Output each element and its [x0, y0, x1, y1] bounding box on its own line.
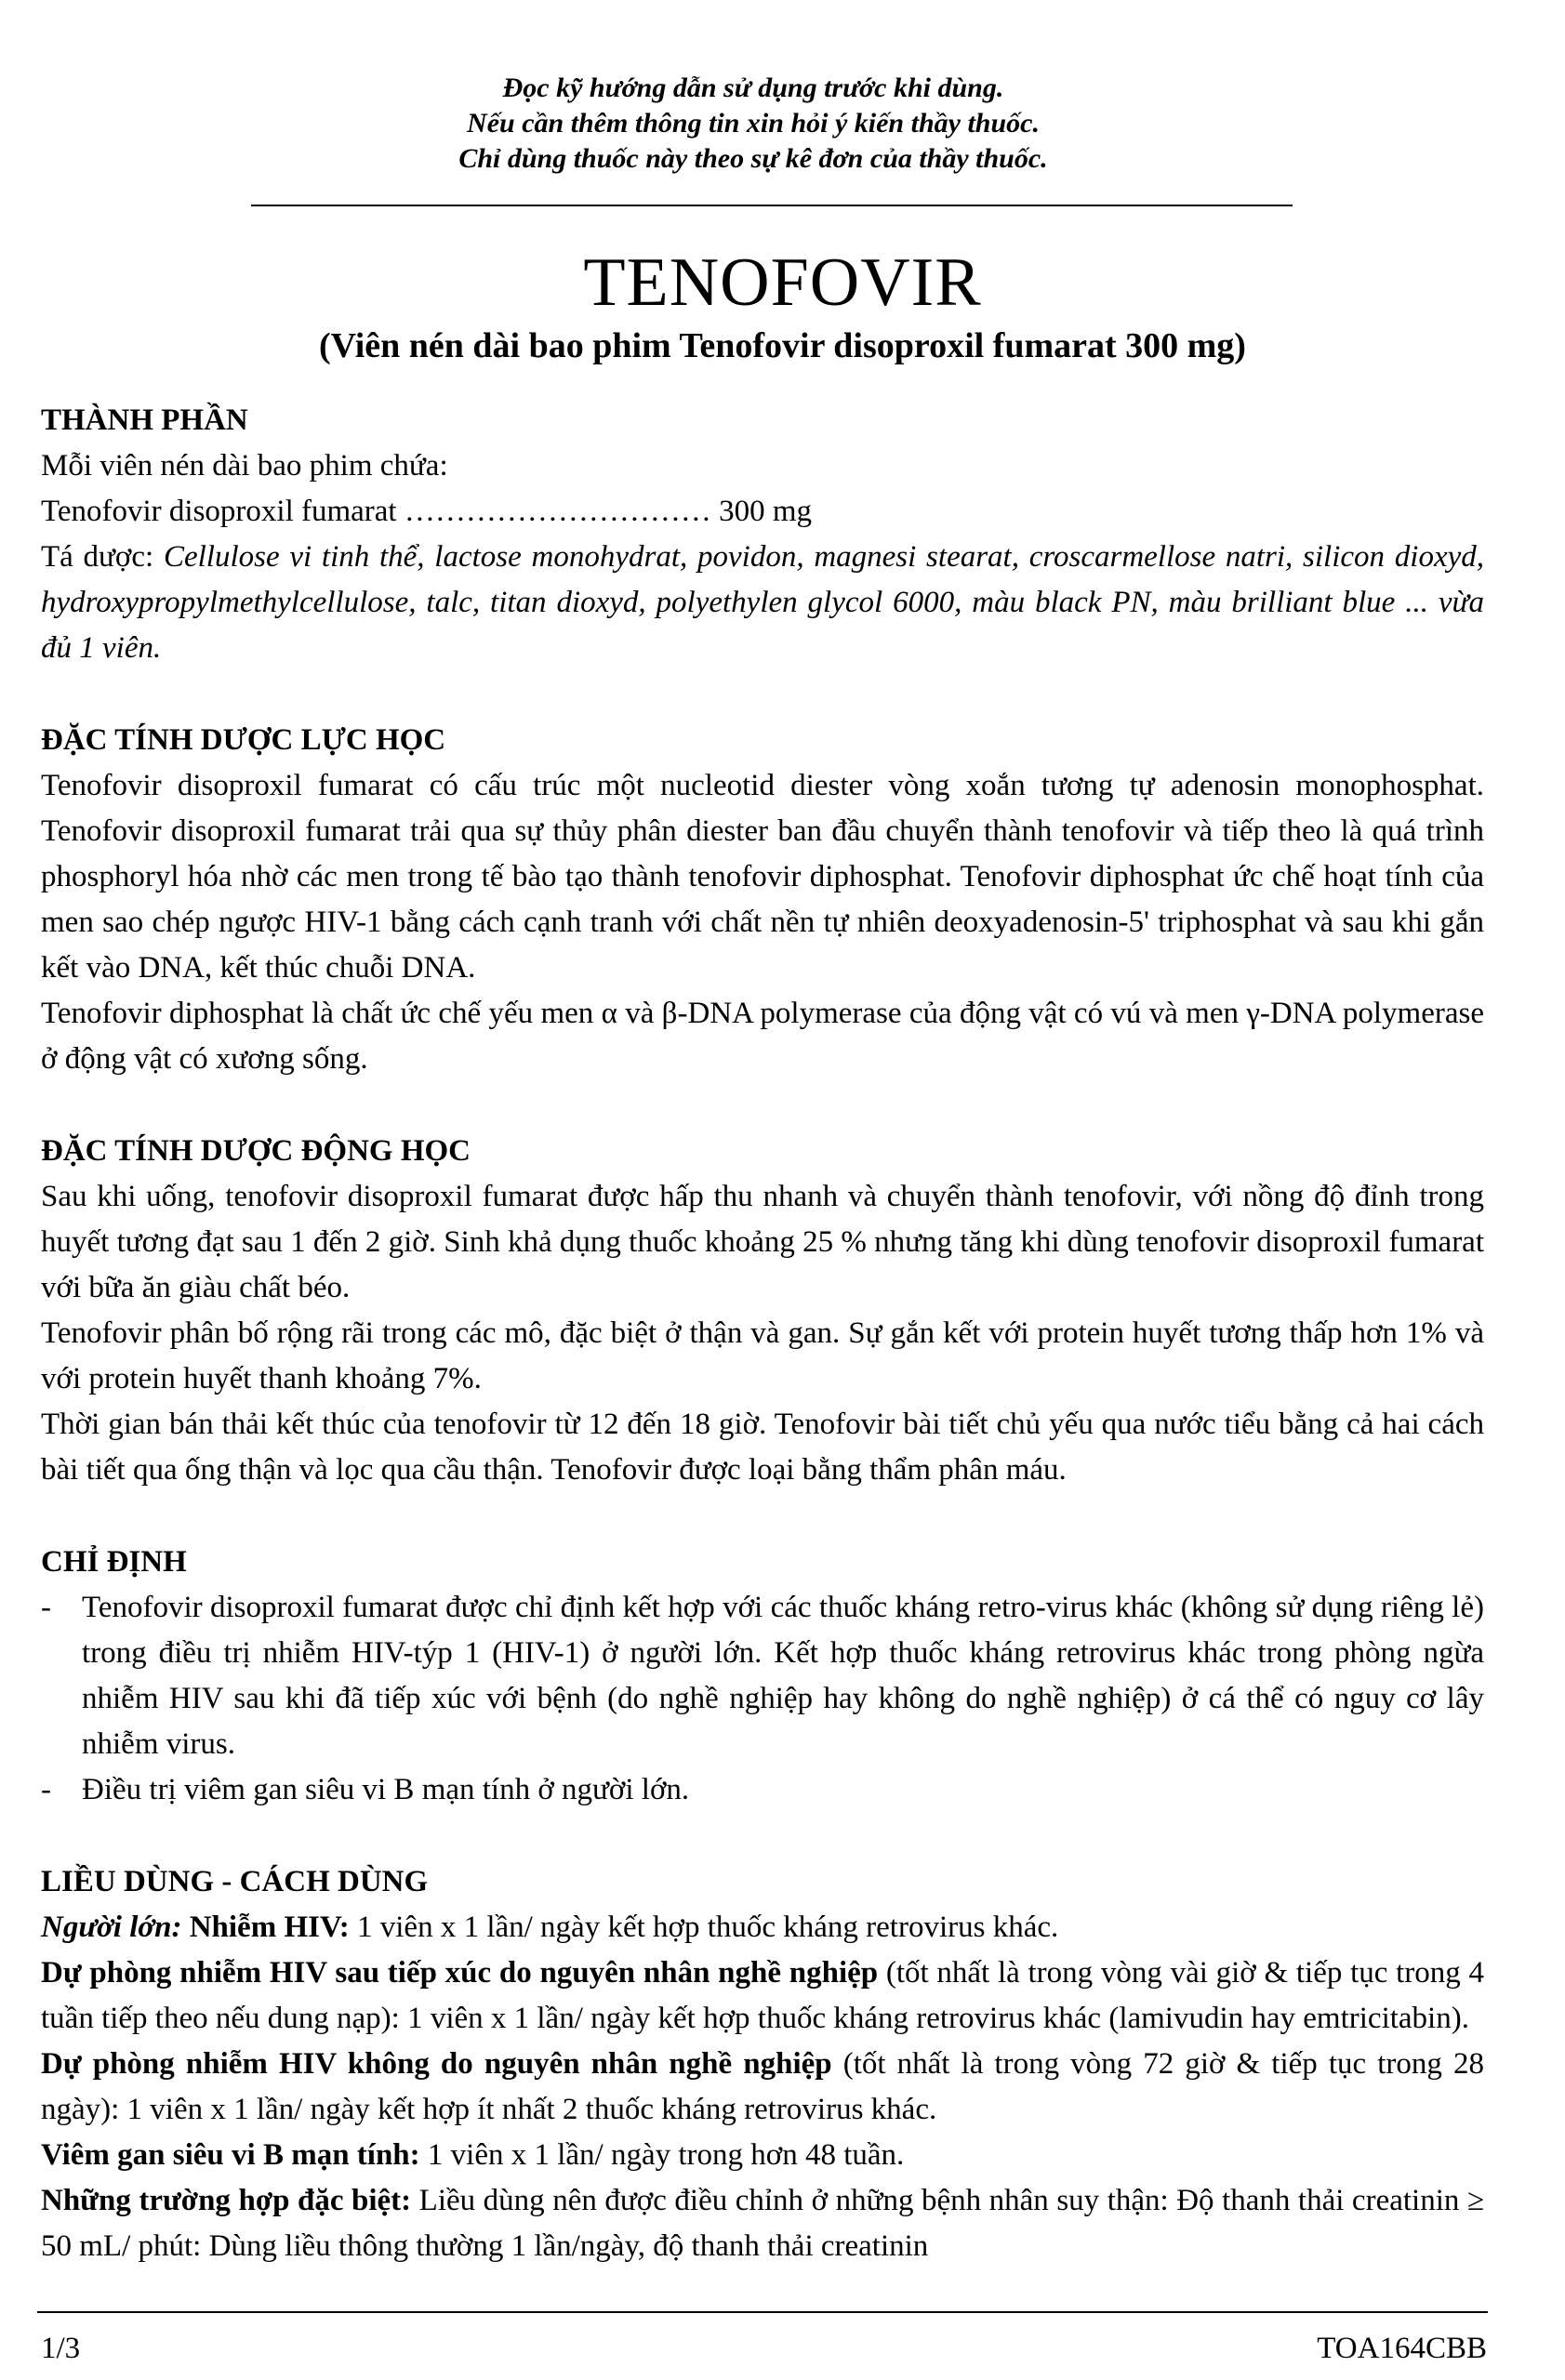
excipients-label: Tá dược:: [41, 540, 164, 574]
list-item: [41, 1767, 1484, 1813]
warning-line: Chỉ dùng thuốc này theo sự kê đơn của thầy thuốc.: [458, 143, 1048, 174]
hiv-text: 1 viên x 1 lần/ ngày kết hợp thuốc kháng retrovirus khác.: [349, 1911, 1059, 1944]
section-pharmacodynamics: [41, 718, 1484, 1082]
list-dash: -: [41, 1591, 51, 1624]
section-composition: [41, 398, 1484, 671]
header-divider: [251, 205, 1293, 206]
document-subtitle: (Viên nén dài bao phim Tenofovir disoproxil fumarat 300 mg): [319, 326, 1246, 365]
hbv-label: Viêm gan siêu vi B mạn tính:: [41, 2138, 420, 2172]
occupational-text: (tốt nhất là trong vòng vài giờ & tiếp tục trong 4 tuần tiếp theo nếu dung nạp): 1 viên x 1 lần/ ngày kết hợp thuốc kháng retrovirus khác (lamivudin hay emtricitabin).: [41, 1956, 1484, 2035]
composition-excipients: [41, 535, 1484, 671]
dosage-adult-hiv: [41, 1905, 1484, 1950]
paragraph: Tenofovir disoproxil fumarat có cấu trúc một nucleotid diester vòng xoắn tương tự adenosin monophosphat. Tenofovir disoproxil fumarat trải qua sự thủy phân diester ban đầu chuyển thành tenofovir và tiếp theo là quá trình phosphoryl hóa nhờ các men trong tế bào tạo thành tenofovir diphosphat. Tenofovir diphosphat ức chế hoạt tính của men sao chép ngược HIV-1 bằng cách cạnh tranh với chất nền tự nhiên deoxyadenosin-5' triphosphat và sau khi gắn kết vào DNA, kết thúc chuỗi DNA.: [41, 769, 1484, 985]
composition-intro: Mỗi viên nén dài bao phim chứa:: [41, 449, 448, 483]
section-heading: ĐẶC TÍNH DƯỢC ĐỘNG HỌC: [41, 1134, 471, 1168]
section-pharmacokinetics: [41, 1129, 1484, 1493]
composition-active: Tenofovir disoproxil fumarat ………………………… 300 mg: [41, 495, 813, 528]
special-text: Liều dùng nên được điều chỉnh ở những bệnh nhân suy thận: Độ thanh thải creatinin ≥ 50 mL/ phút: Dùng liều thông thường 1 lần/ngày, độ thanh thải creatinin: [41, 2184, 1485, 2263]
paragraph: Tenofovir phân bố rộng rãi trong các mô, đặc biệt ở thận và gan. Sự gắn kết với protein huyết tương thấp hơn 1% và với protein huyết thanh khoảng 7%.: [41, 1316, 1484, 1395]
paragraph: Thời gian bán thải kết thúc của tenofovir từ 12 đến 18 giờ. Tenofovir bài tiết chủ yếu qua nước tiểu bằng cả hai cách bài tiết qua ống thận và lọc qua cầu thận. Tenofovir được loại bằng thẩm phân máu.: [41, 1408, 1484, 1487]
dosage-special: [41, 2178, 1484, 2269]
hbv-text: 1 viên x 1 lần/ ngày trong hơn 48 tuần.: [419, 2138, 905, 2172]
warning-line: Đọc kỹ hướng dẫn sử dụng trước khi dùng.: [502, 73, 1004, 103]
non-occupational-text: (tốt nhất là trong vòng 72 giờ & tiếp tục trong 28 ngày): 1 viên x 1 lần/ ngày kết hợp ít nhất 2 thuốc kháng retrovirus khác.: [41, 2047, 1485, 2126]
paragraph: Tenofovir diphosphat là chất ức chế yếu men α và β-DNA polymerase của động vật có vú và men γ-DNA polymerase ở động vật có xương sống.: [41, 997, 1484, 1076]
list-item-text: Tenofovir disoproxil fumarat được chỉ định kết hợp với các thuốc kháng retro-virus khác (không sử dụng riêng lẻ) trong điều trị nhiễm HIV-týp 1 (HIV-1) ở người lớn. Kết hợp thuốc kháng retrovirus khác trong phòng ngừa nhiễm HIV sau khi đã tiếp xúc với bệnh (do nghề nghiệp hay không do nghề nghiệp) ở cá thể có nguy cơ lây nhiễm virus.: [82, 1591, 1484, 1761]
section-heading: CHỈ ĐỊNH: [41, 1545, 187, 1579]
non-occupational-label: Dự phòng nhiễm HIV không do nguyên nhân nghề nghiệp: [41, 2047, 832, 2081]
dosage-occupational: [41, 1950, 1484, 2042]
document-title: TENOFOVIR: [583, 245, 982, 321]
dosage-non-occupational: [41, 2042, 1484, 2133]
warning-line: Nếu cần thêm thông tin xin hỏi ý kiến thầy thuốc.: [467, 108, 1040, 139]
section-indications: [41, 1540, 1484, 1813]
section-dosage: [41, 1859, 1484, 2269]
hiv-label: Nhiễm HIV:: [181, 1911, 350, 1944]
section-heading: ĐẶC TÍNH DƯỢC LỰC HỌC: [41, 723, 446, 757]
list-dash: -: [41, 1773, 51, 1806]
section-heading: THÀNH PHẦN: [41, 403, 248, 437]
section-heading: LIỀU DÙNG - CÁCH DÙNG: [41, 1865, 429, 1898]
occupational-label: Dự phòng nhiễm HIV sau tiếp xúc do nguyên nhân nghề nghiệp: [41, 1956, 879, 1990]
list-item-text: Điều trị viêm gan siêu vi B mạn tính ở người lớn.: [82, 1773, 690, 1806]
document-code: TOA164CBB: [1317, 2332, 1487, 2365]
list-item: [41, 1585, 1484, 1767]
page-number: 1/3: [41, 2332, 81, 2365]
excipients-text: Cellulose vi tinh thể, lactose monohydrat, povidon, magnesi stearat, croscarmellose natri, silicon dioxyd, hydroxypropylmethylcellulose, talc, titan dioxyd, polyethylen glycol 6000, màu black PN, màu brilliant blue ... vừa đủ 1 viên.: [41, 540, 1484, 665]
document-body: [41, 398, 1484, 2269]
adult-label: Người lớn:: [41, 1911, 182, 1944]
dosage-hbv: [41, 2133, 1484, 2178]
footer-divider: [37, 2311, 1488, 2313]
warning-notice: [242, 71, 1265, 177]
special-label: Những trường hợp đặc biệt:: [41, 2184, 412, 2217]
paragraph: Sau khi uống, tenofovir disoproxil fumarat được hấp thu nhanh và chuyển thành tenofovir, với nồng độ đỉnh trong huyết tương đạt sau 1 đến 2 giờ. Sinh khả dụng thuốc khoảng 25 % nhưng tăng khi dùng tenofovir disoproxil fumarat với bữa ăn giàu chất béo.: [41, 1180, 1484, 1304]
